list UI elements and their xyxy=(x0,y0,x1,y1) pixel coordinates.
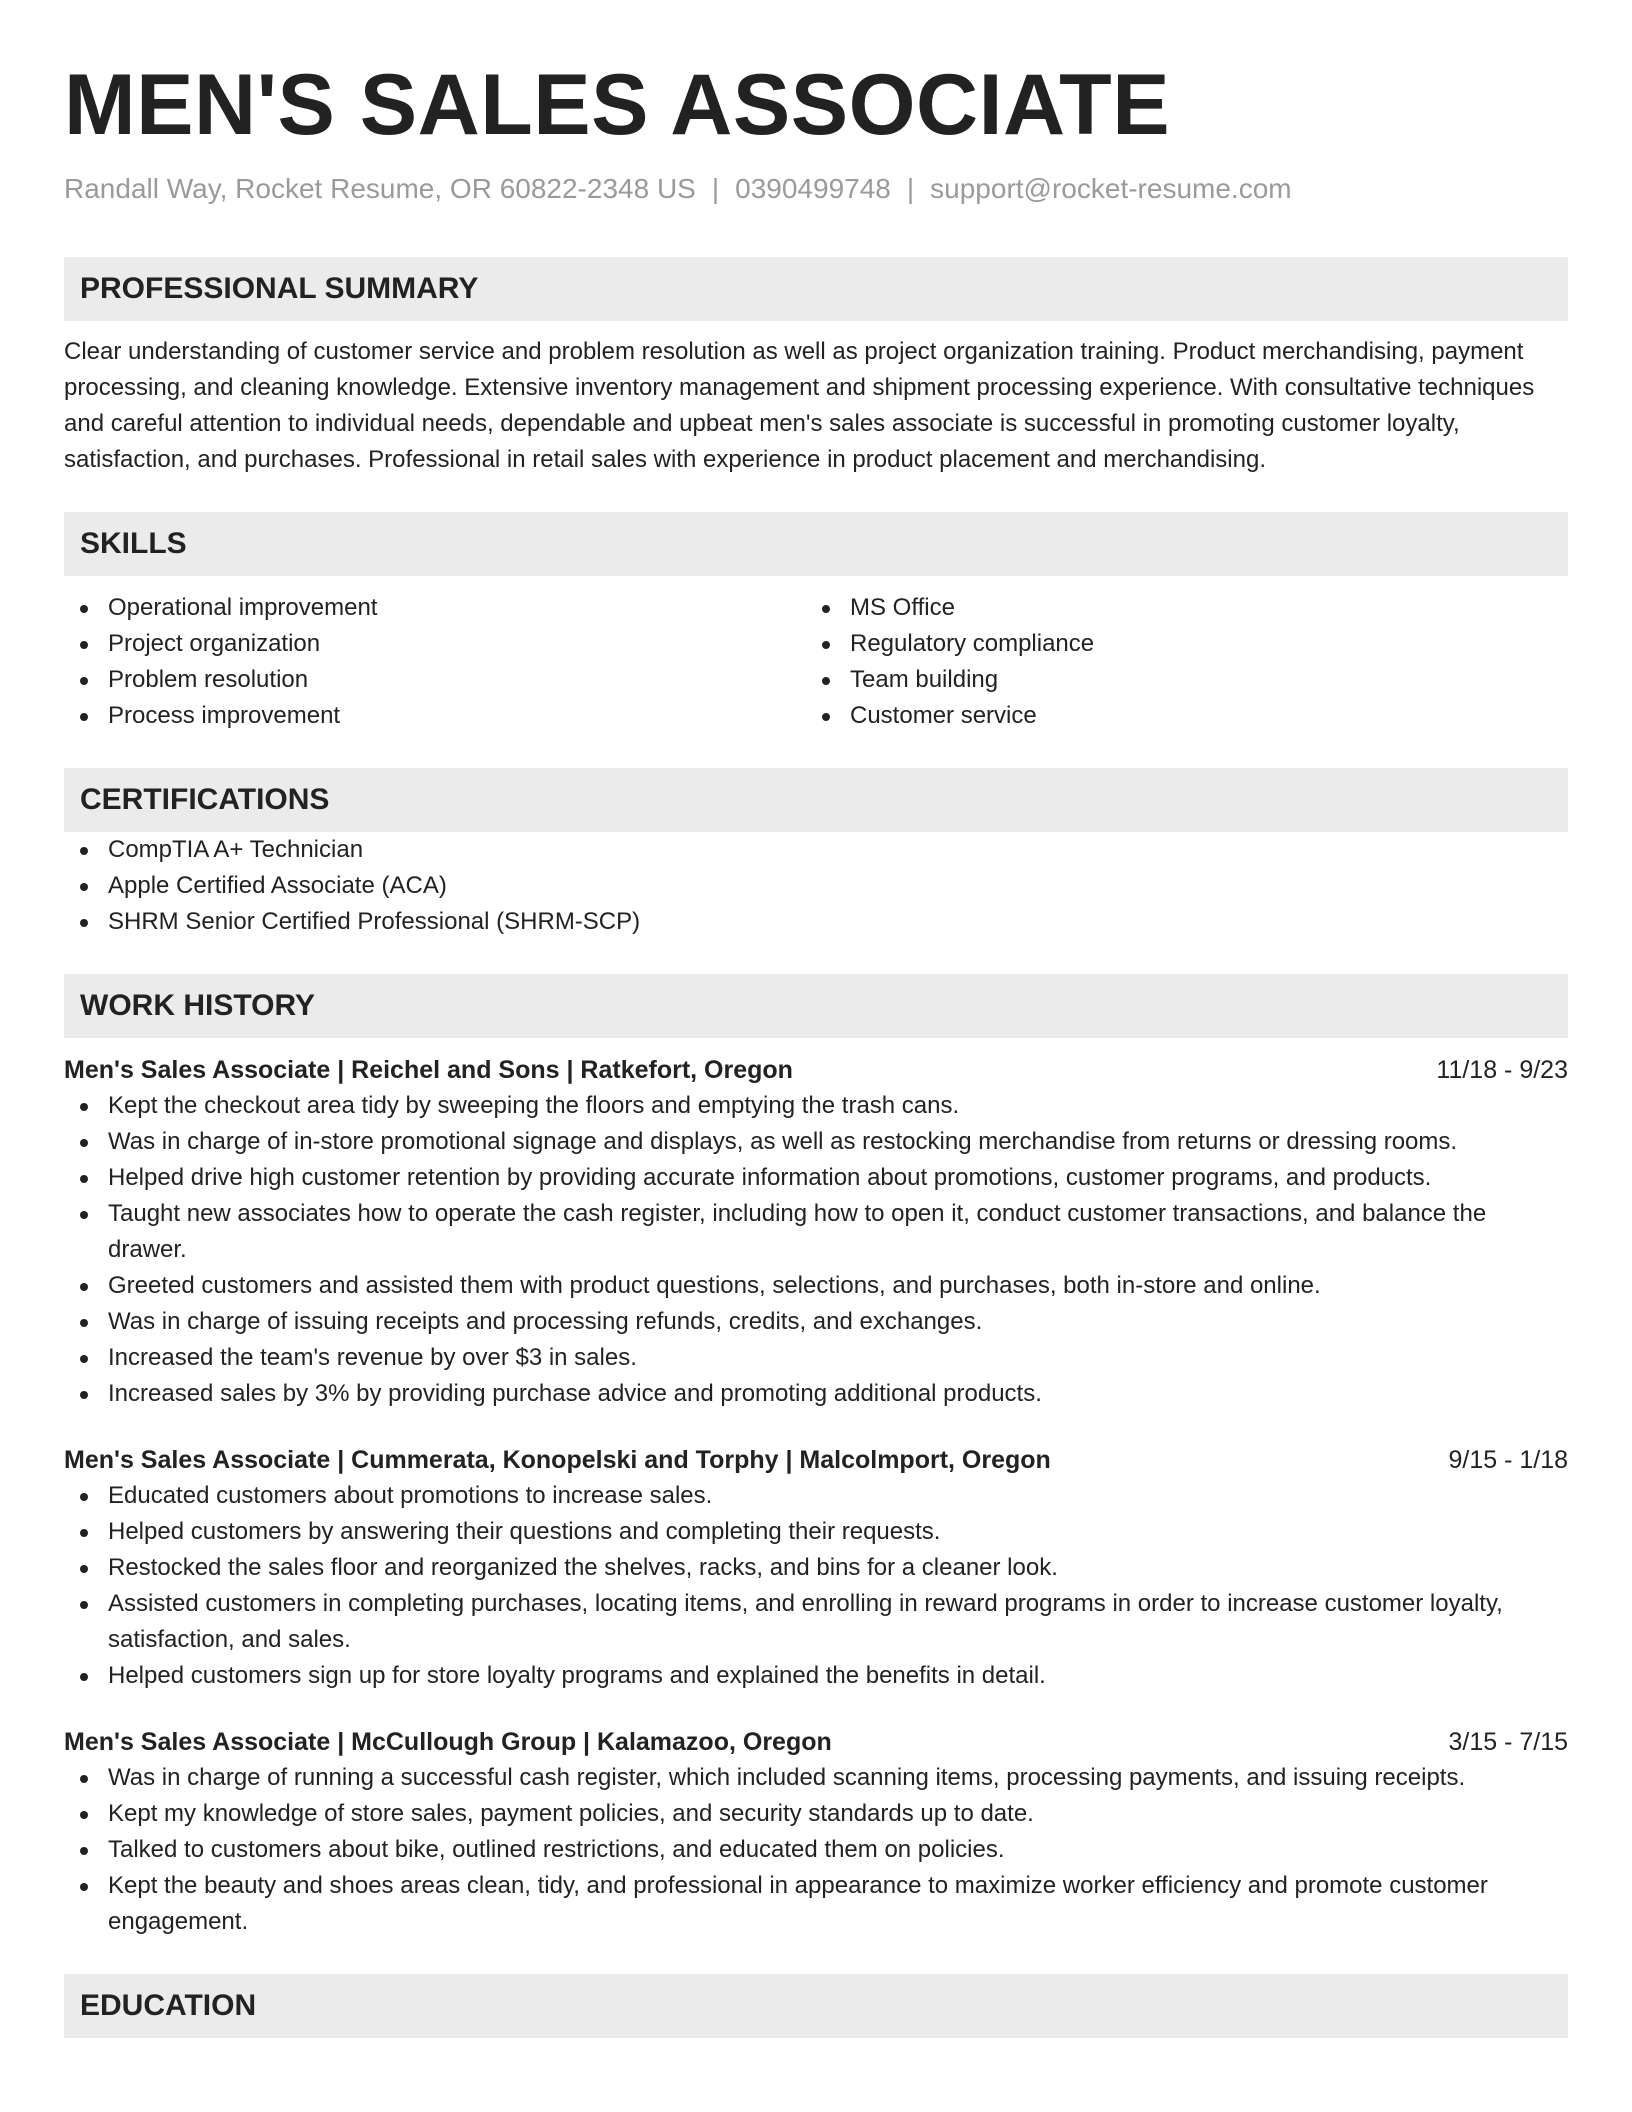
job-title-row xyxy=(64,1724,1568,1760)
section-header-skills: SKILLS xyxy=(64,512,1568,576)
job-dates: 3/15 - 7/15 xyxy=(1448,1728,1568,1756)
job-title: Men's Sales Associate | McCullough Group | Kalamazoo, Oregon xyxy=(64,1728,832,1756)
contact-phone: 0390499748 xyxy=(735,173,891,204)
job-bullet: Increased the team's revenue by over $3 in sales. xyxy=(64,1340,1568,1376)
job-bullets xyxy=(64,1760,1568,1940)
job-bullet: Taught new associates how to operate the cash register, including how to open it, conduct customer transactions, and balance the drawer. xyxy=(64,1196,1568,1268)
skills-list-left xyxy=(64,590,806,734)
job-bullet: Kept the beauty and shoes areas clean, tidy, and professional in appearance to maximize worker efficiency and promote customer engagement. xyxy=(64,1868,1568,1940)
job-bullet: Educated customers about promotions to increase sales. xyxy=(64,1478,1568,1514)
job-bullet: Was in charge of running a successful cash register, which included scanning items, processing payments, and issuing receipts. xyxy=(64,1760,1568,1796)
skills-column-right xyxy=(806,590,1548,734)
job-bullets xyxy=(64,1088,1568,1412)
job-bullet: Kept the checkout area tidy by sweeping the floors and emptying the trash cans. xyxy=(64,1088,1568,1124)
contact-separator: | xyxy=(711,173,720,204)
job-bullet: Helped customers by answering their questions and completing their requests. xyxy=(64,1514,1568,1550)
skill-item: Problem resolution xyxy=(64,662,806,698)
skill-item: Project organization xyxy=(64,626,806,662)
section-header-professional-summary: PROFESSIONAL SUMMARY xyxy=(64,257,1568,321)
skill-item: Team building xyxy=(806,662,1548,698)
contact-line xyxy=(64,171,1568,207)
certification-item: Apple Certified Associate (ACA) xyxy=(64,868,1568,904)
job-bullet: Was in charge of in-store promotional signage and displays, as well as restocking merchandise from returns or dressing rooms. xyxy=(64,1124,1568,1160)
skills-column-left xyxy=(64,590,806,734)
skill-item: Operational improvement xyxy=(64,590,806,626)
job-title-row xyxy=(64,1052,1568,1088)
job-bullet: Was in charge of issuing receipts and processing refunds, credits, and exchanges. xyxy=(64,1304,1568,1340)
certification-item: CompTIA A+ Technician xyxy=(64,832,1568,868)
summary-paragraph: Clear understanding of customer service and problem resolution as well as project organization training. Product merchandising, payment processing, and cleaning knowledge. Extensive inventory management and shipment processing experience. With consultative techniques and careful attention to individual needs, dependable and upbeat men's sales associate is successful in promoting customer loyalty, satisfaction, and purchases. Professional in retail sales with experience in product placement and merchandising. xyxy=(64,338,1535,473)
job-dates: 9/15 - 1/18 xyxy=(1448,1446,1568,1474)
job-title: Men's Sales Associate | Reichel and Sons | Ratkefort, Oregon xyxy=(64,1056,793,1084)
contact-separator: | xyxy=(906,173,915,204)
certifications-list xyxy=(64,832,1568,940)
section-header-certifications: CERTIFICATIONS xyxy=(64,768,1568,832)
job-bullet: Increased sales by 3% by providing purchase advice and promoting additional products. xyxy=(64,1376,1568,1412)
job-bullet: Helped drive high customer retention by providing accurate information about promotions, customer programs, and products. xyxy=(64,1160,1568,1196)
skill-item: Regulatory compliance xyxy=(806,626,1548,662)
section-header-work-history: WORK HISTORY xyxy=(64,974,1568,1038)
contact-email: support@rocket-resume.com xyxy=(930,173,1292,204)
skill-item: Customer service xyxy=(806,698,1548,734)
job-bullets xyxy=(64,1478,1568,1694)
job-title: Men's Sales Associate | Cummerata, Konopelski and Torphy | Malcolmport, Oregon xyxy=(64,1446,1051,1474)
job-bullet: Restocked the sales floor and reorganized the shelves, racks, and bins for a cleaner look. xyxy=(64,1550,1568,1586)
job-bullet: Helped customers sign up for store loyalty programs and explained the benefits in detail. xyxy=(64,1658,1568,1694)
job-title-row xyxy=(64,1442,1568,1478)
skill-item: MS Office xyxy=(806,590,1548,626)
skill-item: Process improvement xyxy=(64,698,806,734)
job-bullet: Talked to customers about bike, outlined restrictions, and educated them on policies. xyxy=(64,1832,1568,1868)
skills-list-right xyxy=(806,590,1548,734)
job-entry xyxy=(64,1442,1568,1694)
job-bullet: Kept my knowledge of store sales, payment policies, and security standards up to date. xyxy=(64,1796,1568,1832)
resume-name-title: MEN'S SALES ASSOCIATE xyxy=(64,57,1171,153)
job-entry xyxy=(64,1052,1568,1412)
job-entry xyxy=(64,1724,1568,1940)
job-bullet: Assisted customers in completing purchases, locating items, and enrolling in reward programs in order to increase customer loyalty, satisfaction, and sales. xyxy=(64,1586,1568,1658)
job-bullet: Greeted customers and assisted them with product questions, selections, and purchases, both in-store and online. xyxy=(64,1268,1568,1304)
section-header-education: EDUCATION xyxy=(64,1974,1568,2038)
job-dates: 11/18 - 9/23 xyxy=(1436,1056,1568,1084)
skills-columns xyxy=(64,590,1568,734)
certification-item: SHRM Senior Certified Professional (SHRM-SCP) xyxy=(64,904,1568,940)
contact-address: Randall Way, Rocket Resume, OR 60822-2348 US xyxy=(64,173,696,204)
